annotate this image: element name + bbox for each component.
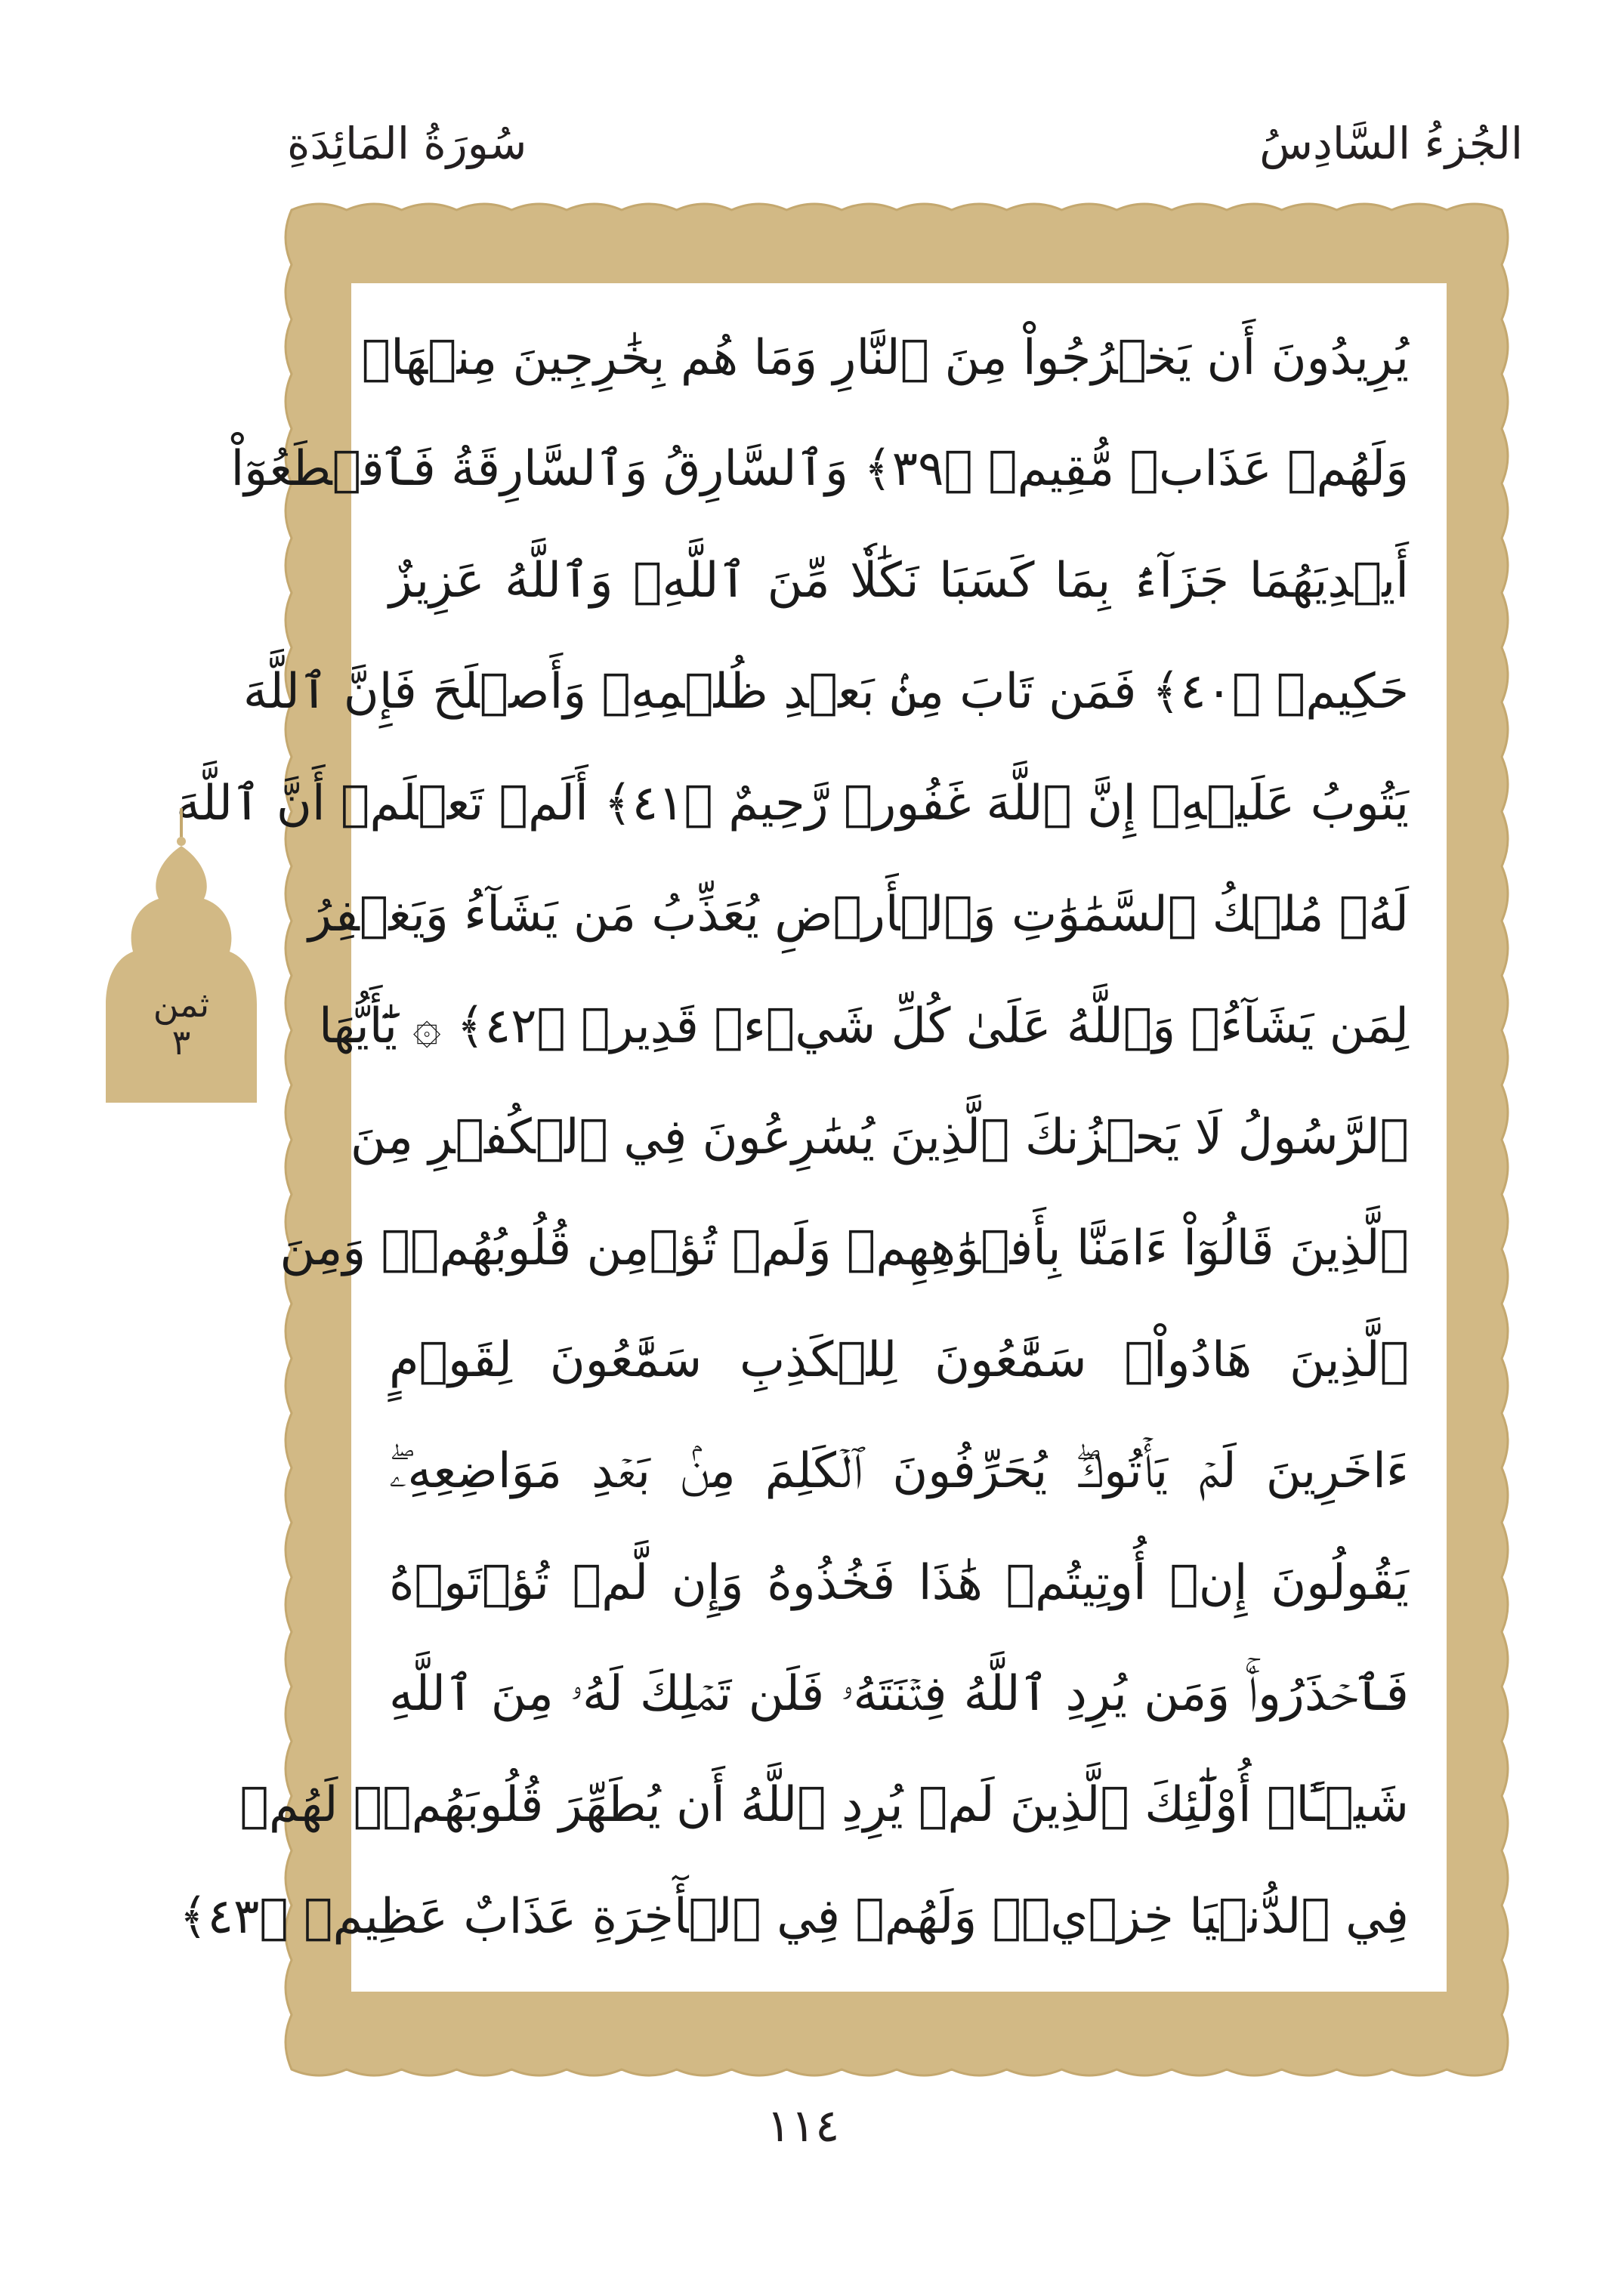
thumn-number: ٣ [171, 1022, 191, 1063]
verse-line: ءَاخَرِينَ لَمۡ يَأۡتُوكَۖ يُحَرِّفُونَ ٱلۡكَلِمَ مِنۢ بَعۡدِ مَوَاضِعِهِۦۖ [389, 1443, 1409, 1500]
verse-line: لِمَن يَشَآءُۗ وَٱللَّهُ عَلَىٰ كُلِّ شَيۡءٖ قَدِيرٞ ﴿٤٢﴾ ۞ يَٰٓأَيُّهَا [318, 998, 1409, 1054]
surah-title: سُورَةُ المَائِدَةِ [287, 118, 527, 169]
verse-line: ٱلرَّسُولُ لَا يَحۡزُنكَ ٱلَّذِينَ يُسَٰرِعُونَ فِي ٱلۡكُفۡرِ مِنَ [350, 1109, 1409, 1165]
verse-line: ٱلَّذِينَ هَادُواْۛ سَمَّٰعُونَ لِلۡكَذِبِ سَمَّٰعُونَ لِقَوۡمٍ [389, 1332, 1409, 1388]
verse-line: ٱلَّذِينَ قَالُوٓاْ ءَامَنَّا بِأَفۡوَٰهِهِمۡ وَلَمۡ تُؤۡمِن قُلُوبُهُمۡۛ وَمِنَ [280, 1221, 1409, 1277]
verse-line: فِي ٱلدُّنۡيَا خِزۡيٞۖ وَلَهُمۡ فِي ٱلۡأٓخِرَةِ عَذَابٌ عَظِيمٞ ﴿٤٣﴾ [179, 1888, 1409, 1945]
verse-line: يَقُولُونَ إِنۡ أُوتِيتُمۡ هَٰذَا فَخُذُوهُ وَإِن لَّمۡ تُؤۡتَوۡهُ [389, 1554, 1409, 1611]
page-number: ١١٤ [766, 2100, 840, 2152]
verse-line: أَيۡدِيَهُمَا جَزَآءَۢ بِمَا كَسَبَا نَكَٰلٗا مِّنَ ٱللَّهِۗ وَٱللَّهُ عَزِيزٌ [389, 552, 1409, 609]
verse-line: حَكِيمٞ ﴿٤٠﴾ فَمَن تَابَ مِنۢ بَعۡدِ ظُلۡمِهِۦ وَأَصۡلَحَ فَإِنَّ ٱللَّهَ [242, 664, 1409, 721]
verse-line: فَٱحۡذَرُواْۚ وَمَن يُرِدِ ٱللَّهُ فِتۡنَتَهُۥ فَلَن تَمۡلِكَ لَهُۥ مِنَ ٱللَّهِ [389, 1666, 1409, 1723]
verse-line: لَهُۥ مُلۡكُ ٱلسَّمَٰوَٰتِ وَٱلۡأَرۡضِ يُعَذِّبُ مَن يَشَآءُ وَيَغۡفِرُ [308, 887, 1409, 943]
verse-line: شَيۡـًٔاۚ أُوْلَٰٓئِكَ ٱلَّذِينَ لَمۡ يُرِدِ ٱللَّهُ أَن يُطَهِّرَ قُلُوبَهُمۡۚ لَهُمۡ [239, 1777, 1409, 1834]
juz-title: الجُزءُ السَّادِسُ [1259, 118, 1523, 169]
verse-line: يُرِيدُونَ أَن يَخۡرُجُواْ مِنَ ٱلنَّارِ وَمَا هُم بِخَٰرِجِينَ مِنۡهَاۖ [361, 330, 1409, 386]
verse-line: يَتُوبُ عَلَيۡهِۚ إِنَّ ٱللَّهَ غَفُورٞ رَّحِيمٌ ﴿٤١﴾ أَلَمۡ تَعۡلَمۡ أَنَّ ٱللَّهَ [176, 775, 1409, 832]
thumn-label: ثمن [153, 984, 210, 1025]
thumn-marker [106, 808, 257, 1103]
verse-line: وَلَهُمۡ عَذَابٞ مُّقِيمٞ ﴿٣٩﴾ وَٱلسَّارِقُ وَٱلسَّارِقَةُ فَٱقۡطَعُوٓاْ [230, 441, 1409, 498]
